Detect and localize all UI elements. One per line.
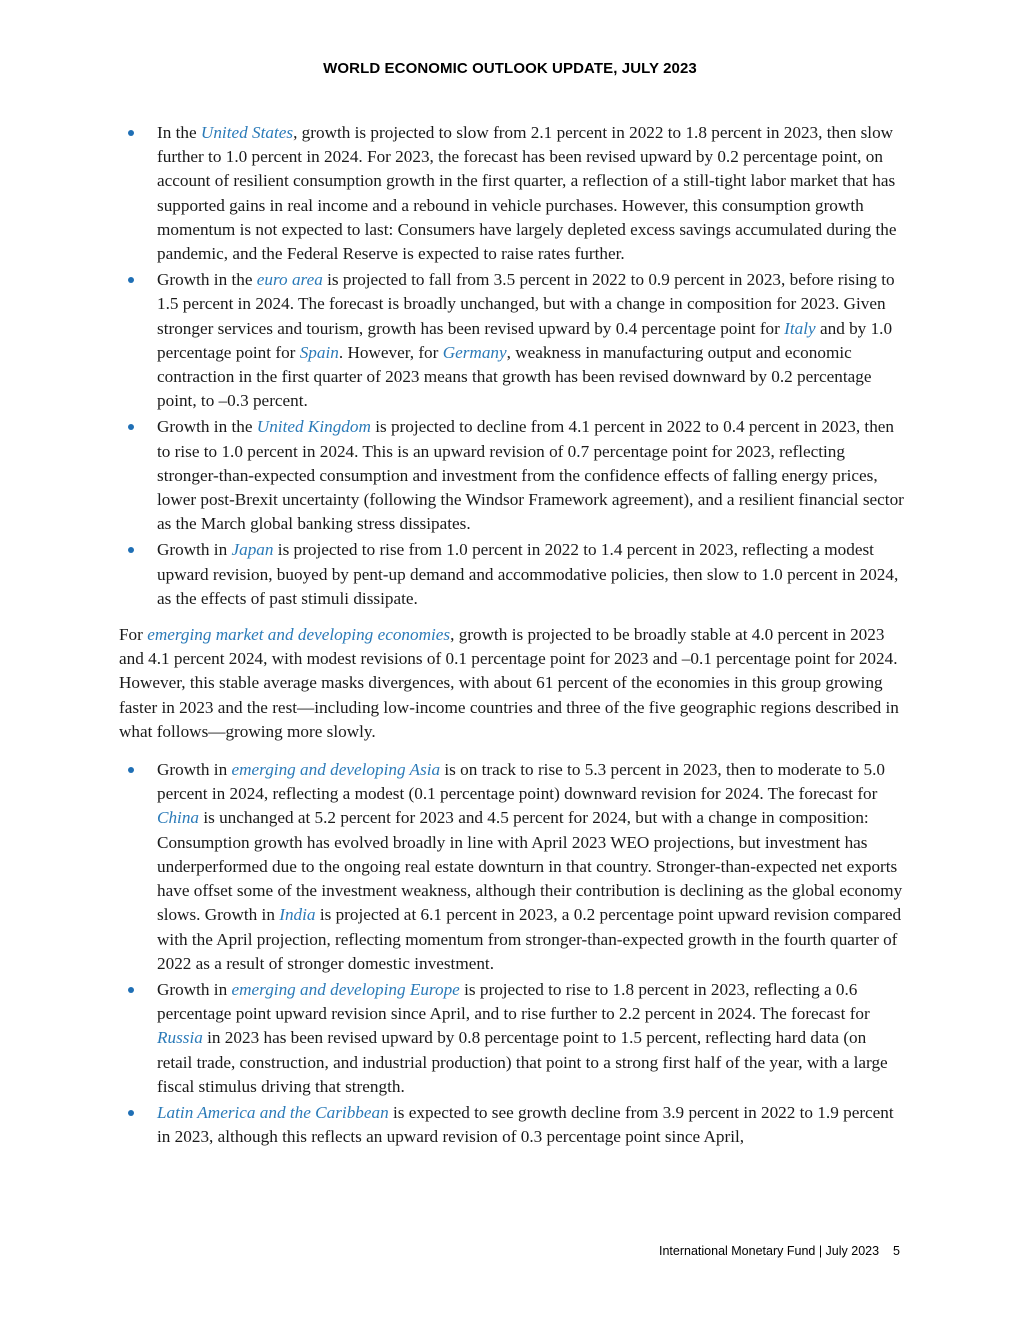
bullet-emerging-europe: Growth in emerging and developing Europe is projected to rise to 1.8 percent in 2023, reflecting a 0.6 percentage point upward revision since April, and to rise further to 2.2 percent in 2024. The forecast for Russia in 2023 has been revised upward by 0.8 percentage point to 1.5 percent, reflecting hard data (on retail trade, construction, and industrial production) that point to a strong first half of the year, with a large fiscal stimulus driving that strength.: [119, 978, 904, 1099]
advanced-economies-bullet-list: [119, 121, 904, 611]
page-number: 5: [893, 1244, 900, 1258]
bullet-dot-icon: [128, 277, 134, 283]
link-emerging-asia[interactable]: emerging and developing Asia: [231, 760, 441, 780]
bullet-euro-area: Growth in the euro area is projected to fall from 3.5 percent in 2022 to 0.9 percent in 2023, before rising to 1.5 percent in 2024. The forecast is broadly unchanged, but with a change in composition for 2023. Given stronger services and tourism, growth has been revised upward by 0.4 percentage point for Italy and by 1.0 percentage point for Spain. However, for Germany, weakness in manufacturing output and economic contraction in the first quarter of 2023 means that growth has been revised downward by 0.2 percentage point, to –0.3 percent.: [119, 268, 904, 413]
bullet-dot-icon: [128, 987, 134, 993]
document-body: [119, 121, 904, 1151]
link-india[interactable]: India: [279, 905, 316, 925]
link-euro-area[interactable]: euro area: [256, 270, 323, 290]
page-footer: [659, 1244, 900, 1258]
bullet-emerging-asia: Growth in emerging and developing Asia is on track to rise to 5.3 percent in 2023, then to moderate to 5.0 percent in 2024, reflecting a modest (0.1 percentage point) downward revision for 2024. The forecast for China is unchanged at 5.2 percent for 2023 and 4.5 percent for 2024, but with a change in composition: Consumption growth has evolved broadly in line with April 2023 WEO projections, but investment has underperformed due to the ongoing real estate downturn in that country. Stronger-than-expected net exports have offset some of the investment weakness, although their contribution is declining as the global economy slows. Growth in India is projected at 6.1 percent in 2023, a 0.2 percentage point upward revision compared with the April projection, reflecting momentum from stronger-than-expected growth in the fourth quarter of 2022 as a result of stronger domestic investment.: [119, 758, 904, 976]
footer-text: International Monetary Fund | July 2023: [659, 1244, 880, 1258]
bullet-dot-icon: [128, 424, 134, 430]
link-latin-america-caribbean[interactable]: Latin America and the Caribbean: [157, 1102, 389, 1122]
emerging-economies-paragraph: For emerging market and developing economies, growth is projected to be broadly stable at 4.0 percent in 2023 and 4.1 percent 2024, with modest revisions of 0.1 percentage point for 2023 and –0.1 percentage point for 2024. However, this stable average masks divergences, with about 61 percent of the economies in this group growing faster in 2023 and the rest—including low-income countries and three of the five geographic regions described in what follows—growing more slowly.: [119, 625, 899, 741]
link-italy[interactable]: Italy: [784, 318, 816, 338]
link-china[interactable]: China: [157, 808, 200, 828]
running-header: WORLD ECONOMIC OUTLOOK UPDATE, JULY 2023: [323, 60, 697, 77]
bullet-japan: Growth in Japan is projected to rise from 1.0 percent in 2022 to 1.4 percent in 2023, reflecting a modest upward revision, buoyed by pent-up demand and accommodative policies, then slow to 1.0 percent in 2024, as the effects of past stimuli dissipate.: [119, 538, 904, 611]
link-germany[interactable]: Germany: [442, 342, 507, 362]
bullet-dot-icon: [128, 767, 134, 773]
link-united-states[interactable]: United States: [200, 123, 294, 142]
bullet-dot-icon: [128, 547, 134, 553]
link-united-kingdom[interactable]: United Kingdom: [256, 417, 371, 437]
bullet-united-states: In the United States, growth is projected to slow from 2.1 percent in 2022 to 1.8 percent in 2023, then slow further to 1.0 percent in 2024. For 2023, the forecast has been revised upward by 0.2 percentage point, on account of resilient consumption growth in the first quarter, a reflection of a still-tight labor market that has supported gains in real income and a rebound in vehicle purchases. However, this consumption growth momentum is not expected to last: Consumers have largely depleted excess savings accumulated during the pandemic, and the Federal Reserve is expected to raise rates further.: [119, 121, 904, 266]
bullet-latin-america: Latin America and the Caribbean is expected to see growth decline from 3.9 percent in 2022 to 1.9 percent in 2023, although this reflects an upward revision of 0.3 percentage point since April,: [119, 1101, 904, 1149]
link-spain[interactable]: Spain: [299, 342, 339, 362]
bullet-united-kingdom: Growth in the United Kingdom is projected to decline from 4.1 percent in 2022 to 0.4 percent in 2023, then to rise to 1.0 percent in 2024. This is an upward revision of 0.7 percentage point for 2023, reflecting stronger-than-expected consumption and investment from the confidence effects of falling energy prices, lower post-Brexit uncertainty (following the Windsor Framework agreement), and a resilient financial sector as the March global banking stress dissipates.: [119, 415, 904, 536]
link-japan[interactable]: Japan: [231, 540, 274, 560]
bullet-dot-icon: [128, 1110, 134, 1116]
emerging-economies-bullet-list: [119, 758, 904, 1149]
link-emerging-europe[interactable]: emerging and developing Europe: [231, 979, 460, 999]
bullet-dot-icon: [128, 130, 134, 136]
link-emerging-market-economies[interactable]: emerging market and developing economies: [147, 625, 451, 645]
link-russia[interactable]: Russia: [157, 1028, 203, 1048]
